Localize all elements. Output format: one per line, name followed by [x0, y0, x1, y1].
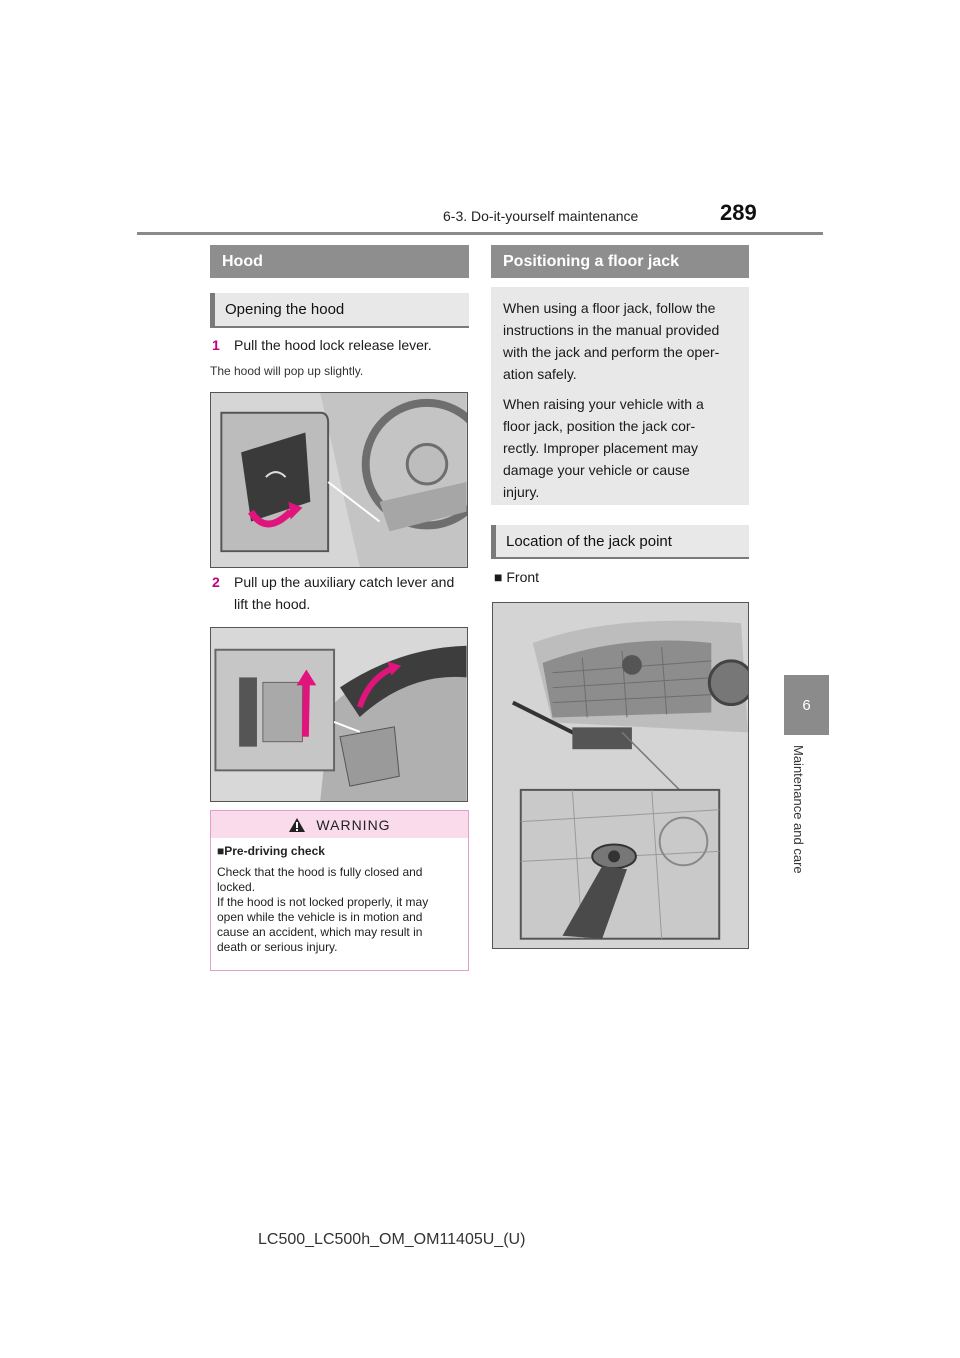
step-1-note: The hood will pop up slightly. [210, 364, 364, 378]
hood-release-lever-illustration [210, 392, 468, 568]
floor-jack-title-bar [491, 245, 749, 278]
warning-item-title-text: Pre-driving check [224, 844, 325, 858]
step-1 [212, 334, 472, 356]
warning-triangle-icon [288, 817, 306, 833]
page-number: 289 [720, 200, 757, 225]
warning-box [210, 810, 469, 971]
section-title: 6-3. Do-it-yourself maintenance [443, 208, 639, 224]
step-1-number: 1 [212, 337, 220, 353]
opening-hood-subtitle: Opening the hood [225, 301, 345, 318]
warning-line-2: locked. [217, 880, 256, 894]
step-1-text: Pull the hood lock release lever. [234, 337, 432, 353]
intro-p1-line1: When using a floor jack, follow the [503, 300, 716, 316]
auxiliary-catch-lever-illustration [210, 627, 468, 802]
step-2-text-line2: lift the hood. [234, 596, 311, 612]
floor-jack-intro-paragraph-2 [503, 393, 737, 503]
warning-line-4: open while the vehicle is in motion and [217, 910, 423, 924]
intro-p2-line5: injury. [503, 484, 540, 500]
chapter-number: 6 [802, 696, 811, 714]
chapter-title-vertical [791, 745, 821, 890]
chapter-title: Maintenance and care [791, 745, 806, 874]
intro-p1-line4: ation safely. [503, 366, 577, 382]
floor-jack-intro-box [491, 287, 749, 505]
intro-p1-line3: with the jack and perform the oper- [503, 344, 720, 360]
warning-body [211, 838, 468, 963]
opening-hood-subtitle-bar [210, 293, 469, 328]
intro-p1-line2: instructions in the manual provided [503, 322, 720, 338]
warning-line-1: Check that the hood is fully closed and [217, 865, 423, 879]
warning-line-6: death or serious injury. [217, 940, 338, 954]
front-label-text: Front [506, 569, 540, 585]
warning-line-5: cause an accident, which may result in [217, 925, 423, 939]
warning-line-3: If the hood is not locked properly, it may [217, 895, 429, 909]
hood-title: Hood [222, 252, 263, 270]
square-bullet-icon: ■ [494, 569, 503, 585]
footer-document-id: LC500_LC500h_OM_OM11405U_(U) [258, 1231, 526, 1248]
hood-title-bar [210, 245, 469, 278]
jack-point-illustration [492, 602, 749, 949]
jack-point-subtitle-bar [491, 525, 749, 559]
intro-p2-line1: When raising your vehicle with a [503, 396, 704, 412]
intro-p2-line4: damage your vehicle or cause [503, 462, 690, 478]
floor-jack-intro-paragraph-1 [503, 297, 737, 385]
header-rule [137, 232, 823, 235]
chapter-tab [784, 675, 829, 735]
intro-p2-line2: floor jack, position the jack cor- [503, 418, 696, 434]
step-2-number: 2 [212, 574, 220, 590]
warning-item-title [217, 844, 462, 859]
front-label [494, 569, 539, 585]
intro-p2-line3: rectly. Improper placement may [503, 440, 699, 456]
warning-heading: WARNING [316, 816, 391, 833]
step-2-text-line1: Pull up the auxiliary catch lever and [234, 574, 455, 590]
warning-header [211, 811, 468, 838]
floor-jack-title: Positioning a floor jack [503, 252, 680, 270]
jack-point-subtitle: Location of the jack point [506, 532, 672, 550]
step-2 [212, 571, 472, 615]
square-bullet-icon: ■ [217, 844, 225, 858]
